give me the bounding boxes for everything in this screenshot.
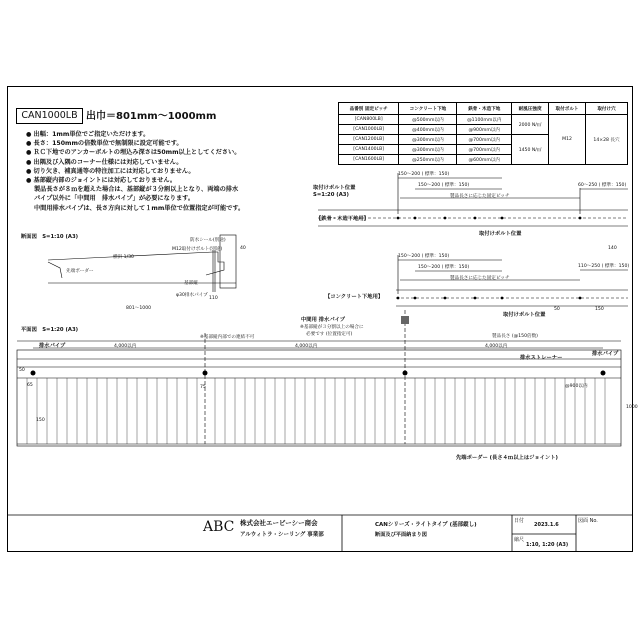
bolt-position-title: 取付けボルト位置 <box>313 185 356 191</box>
steel-bolt-label: 取付けボルト位置 <box>479 231 522 237</box>
concrete-dim-text: 140 <box>608 246 617 251</box>
plan-outline <box>17 350 621 446</box>
company-name: 株式会社エービーシー商会 <box>240 519 318 527</box>
plan-seg-dim-text: 4,000以内 <box>295 344 318 349</box>
plan-dim-150: 150 <box>36 418 45 423</box>
section-border-label: 先端ボーダー <box>66 269 94 274</box>
spec-cell: @900mm以内 <box>457 125 512 135</box>
section-title: 断面図 S=1:10 (A3) <box>21 234 79 240</box>
note-7: 製品長さが８ｍを超えた場合は、基部縦が３分割以上となり、両端の排水 <box>34 186 239 194</box>
plan-strainer-label: 排水ストレーナー <box>520 355 563 361</box>
section-dim-40: 40 <box>240 246 246 251</box>
plan-drain-right: 排水パイプ <box>592 351 619 357</box>
section-width-label: 801～1000 <box>126 306 152 311</box>
drawing-title: CANシリーズ・ライトタイプ (基部縦し) <box>375 522 477 528</box>
plan-title: 平面図 S=1:20 (A3) <box>21 327 79 333</box>
plan-total-dim-text: 製品長さ (@150倍数) <box>492 334 538 339</box>
spec-cell: @300mm以内 <box>399 135 457 145</box>
note-3: ● ＲＣ下地でのアンカーボルトの埋込み深さは50mm以上としてください。 <box>26 149 241 157</box>
spec-bolt: M12 <box>549 115 586 165</box>
spec-cell: [CAN1400LB] <box>339 145 399 155</box>
plan-slats <box>27 378 605 444</box>
drawing-number-label: 図面 No. <box>578 518 598 524</box>
spec-cell: @250mm以内 <box>399 155 457 165</box>
company-logo: ABC <box>203 519 235 535</box>
concrete-dim-text: 150 <box>595 307 604 312</box>
plan-dim-65: 65 <box>27 383 33 388</box>
company-division: アルウィトラ・シーリング 事業部 <box>240 532 324 538</box>
spec-cell: @600mm以内 <box>457 155 512 165</box>
spec-header: 鉄骨・木造下地 <box>457 103 512 115</box>
bolt-markers <box>31 217 606 376</box>
model-number: CAN1000LB <box>16 108 83 124</box>
date-label: 日付 <box>514 518 525 524</box>
spec-header: 取付ボルト <box>549 103 586 115</box>
plan-mid-note: ※基部縦が３分割以上の場合に <box>300 325 364 330</box>
spec-cell: @700mm以内 <box>457 145 512 155</box>
concrete-dim-text: 110～250 ( 標準：150) <box>578 264 630 269</box>
drawing-date: 2023.1.6 <box>534 522 559 528</box>
scale-label: 縮尺 <box>514 537 525 543</box>
spec-cell: @1100mm以内 <box>457 115 512 125</box>
note-4: ● 出隅及び入隅のコーナー仕様には対応していません。 <box>26 158 183 166</box>
plan-drain-left: 排水パイプ <box>39 343 66 349</box>
width-range: 出巾＝801mm～1000mm <box>86 111 217 122</box>
plan-dim-1000: 1000 <box>626 405 638 410</box>
concrete-dim-text: 150～200 ( 標準：150) <box>418 265 470 270</box>
steel-label: 【鉄骨・木造下地用】 <box>316 216 369 222</box>
concrete-bolt-label: 取付けボルト位置 <box>503 312 546 318</box>
note-2: ● 長さ：150mmの倍数単位で無制限に設定可能です。 <box>26 140 183 148</box>
section-dim-110: 110 <box>209 296 218 301</box>
spec-cell: @700mm以内 <box>457 135 512 145</box>
steel-dim-text: 製品長さに応じた固定ピッチ <box>450 194 510 199</box>
section-seal-label: 防水シール(別途) <box>190 238 226 243</box>
steel-dim-text: 150～200 ( 標準：150) <box>398 172 450 177</box>
note-6: ● 基部縦内部のジョイントには対応しておりません。 <box>26 177 177 185</box>
steel-dim-text: 150～200 ( 標準：150) <box>418 183 470 188</box>
note-1: ● 出幅：1mm単位でご指定いただけます。 <box>26 131 150 138</box>
section-pipe-label: φ30排水パイプ <box>176 293 208 298</box>
plan-seg-dim-text: 4,000以内 <box>485 344 508 349</box>
note-5: ● 切り欠き、補真通等の特注加工には対応しておりません。 <box>26 167 195 175</box>
section-bolt-label: M12取付けボルト(別途) <box>172 247 223 252</box>
steel-dim-text: 60～250 ( 標準：150) <box>578 183 627 188</box>
note-9: 中間用排水パイプは、長さ方向に対して１mm単位で位置指定が可能です。 <box>34 204 245 212</box>
concrete-dim-text: 150～200 ( 標準：150) <box>398 254 450 259</box>
spec-hole: 14×28 長穴 <box>586 115 628 165</box>
spec-cell: @500mm以内 <box>399 115 457 125</box>
spec-header: コンクリート下地 <box>399 103 457 115</box>
drawing-subtitle: 断面及び平面納まり図 <box>375 532 427 538</box>
spec-header: 耐風圧強度 <box>512 103 549 115</box>
section-slope-label: 横斜 1/30 <box>113 255 134 260</box>
plan-dim-50: 50 <box>19 368 25 373</box>
plan-seg-dim-text: 4,000以内 <box>114 344 137 349</box>
mid-pipe-marker <box>401 316 409 324</box>
spec-cell: @400mm以内 <box>399 125 457 135</box>
plan-mid-pipe: 中間用 排水パイプ <box>301 317 346 323</box>
concrete-dim-text: 製品長さに応じた固定ピッチ <box>450 276 510 281</box>
bolt-position-scale: S=1:20 (A3) <box>313 192 349 198</box>
concrete-dim-text: 50 <box>554 307 560 312</box>
plan-border-label: 先端ボーダー (長さ４ｍ以上はジョイント) <box>456 455 558 461</box>
spec-cell: [CAN1200LB] <box>339 135 399 145</box>
spec-wind-top: 2000 N/㎡ <box>512 115 549 135</box>
spec-cell: [CAN800LB] <box>339 115 399 125</box>
plan-joint-note: ※基部縦内部での連結不可 <box>200 335 255 340</box>
spec-header: 取付け穴 <box>586 103 628 115</box>
plan-pitch-text: @900以内 <box>565 384 588 389</box>
drawing-scale: 1:10, 1:20 (A3) <box>526 542 569 548</box>
concrete-label: 【コンクリート下地用】 <box>325 294 384 300</box>
spec-cell: [CAN1600LB] <box>339 155 399 165</box>
plan-dim-75: 75 <box>200 385 206 390</box>
spec-header: 品番別 固定ピッチ <box>339 103 399 115</box>
spec-cell: @300mm以内 <box>399 145 457 155</box>
note-8: パイプ以外に「中間用 排水パイプ」が必要になります。 <box>34 195 195 203</box>
spec-cell: [CAN1000LB] <box>339 125 399 135</box>
plan-mid-note: 必要です (位置指定可) <box>306 332 353 337</box>
section-base-label: 基部縦 <box>184 281 198 286</box>
spec-wind-bottom: 1450 N/㎡ <box>512 135 549 165</box>
section-border-tip <box>48 262 62 278</box>
